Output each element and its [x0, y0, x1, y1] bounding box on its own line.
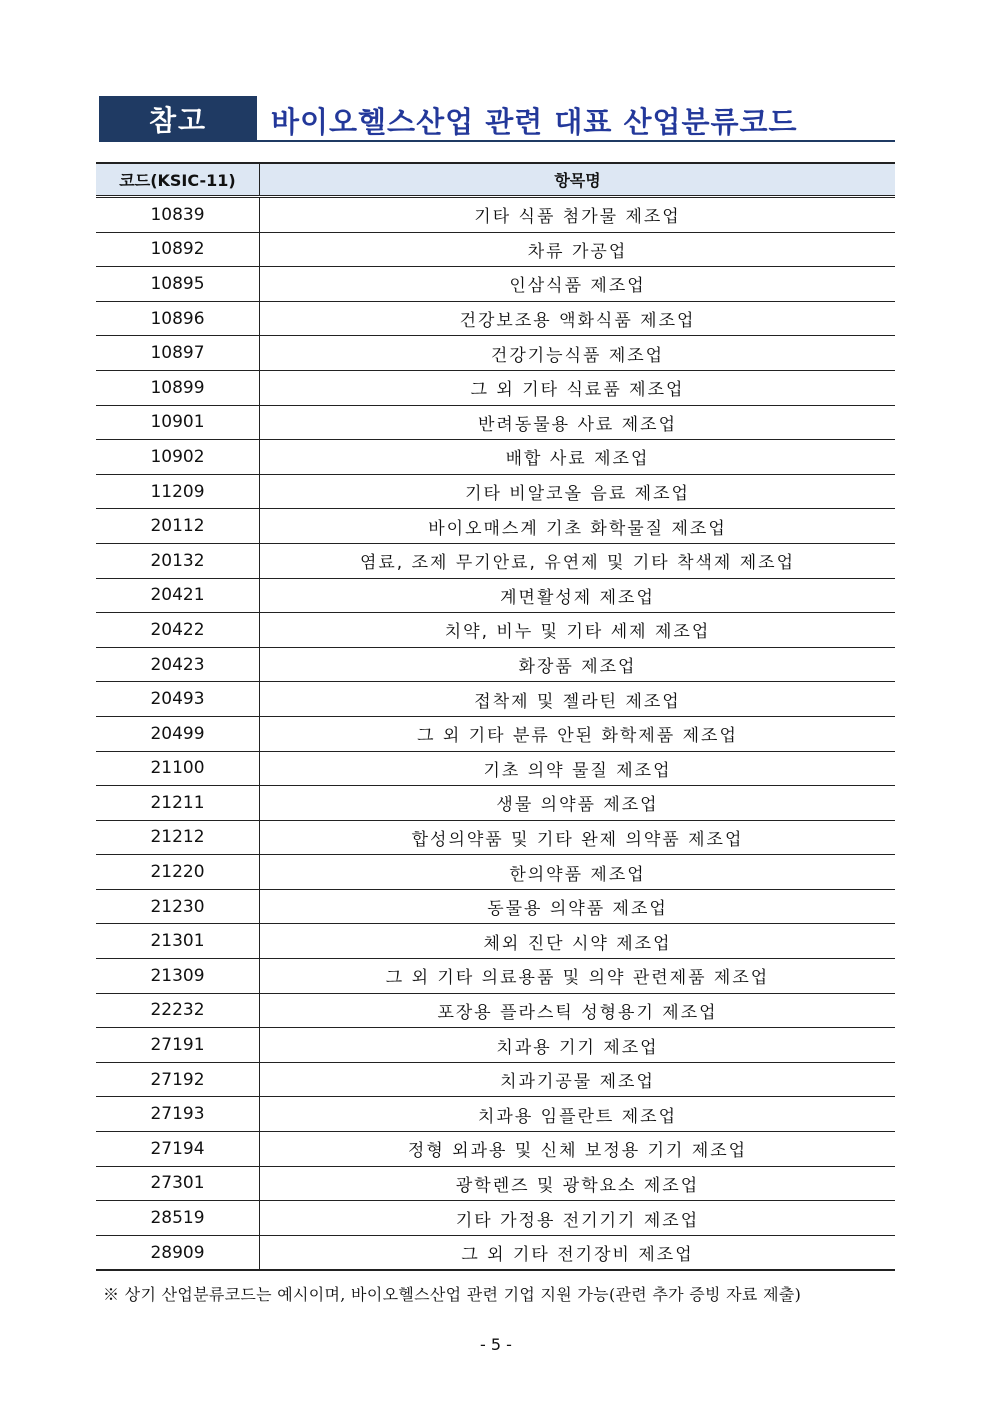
code-cell: 10897 [96, 336, 260, 371]
table-row [96, 405, 895, 440]
table-row [96, 820, 895, 855]
table-row [96, 1028, 895, 1063]
code-cell: 20422 [96, 613, 260, 648]
table-row [96, 716, 895, 751]
table-row [96, 474, 895, 509]
table-row [96, 855, 895, 890]
table-row [96, 889, 895, 924]
table-row [96, 613, 895, 648]
item-name-cell: 건강기능식품 제조업 [260, 336, 896, 371]
code-cell: 10839 [96, 197, 260, 233]
table-header-row [96, 163, 895, 197]
code-cell: 20423 [96, 647, 260, 682]
table-row [96, 440, 895, 475]
reference-badge: 참고 [99, 96, 257, 142]
table-row [96, 1097, 895, 1132]
code-cell: 10902 [96, 440, 260, 475]
code-cell: 21301 [96, 924, 260, 959]
code-cell: 28909 [96, 1235, 260, 1270]
table-row [96, 578, 895, 613]
code-cell: 27194 [96, 1132, 260, 1167]
code-cell: 10896 [96, 301, 260, 336]
item-name-cell: 배합 사료 제조업 [260, 440, 896, 475]
item-name-cell: 광학렌즈 및 광학요소 제조업 [260, 1166, 896, 1201]
item-name-cell: 그 외 기타 의료용품 및 의약 관련제품 제조업 [260, 959, 896, 994]
table-row [96, 336, 895, 371]
table-row [96, 1132, 895, 1167]
code-cell: 10899 [96, 370, 260, 405]
item-name-cell: 포장용 플라스틱 성형용기 제조업 [260, 993, 896, 1028]
table-row [96, 1201, 895, 1236]
item-name-cell: 인삼식품 제조업 [260, 267, 896, 302]
code-cell: 11209 [96, 474, 260, 509]
item-name-cell: 그 외 기타 분류 안된 화학제품 제조업 [260, 716, 896, 751]
item-name-cell: 정형 외과용 및 신체 보정용 기기 제조업 [260, 1132, 896, 1167]
code-cell: 20421 [96, 578, 260, 613]
table-row [96, 993, 895, 1028]
code-cell: 21212 [96, 820, 260, 855]
table-row [96, 959, 895, 994]
table-row [96, 301, 895, 336]
code-cell: 10901 [96, 405, 260, 440]
code-cell: 20112 [96, 509, 260, 544]
table-row [96, 647, 895, 682]
table-row [96, 1062, 895, 1097]
table-row [96, 543, 895, 578]
footnote: ※ 상기 산업분류코드는 예시이며, 바이오헬스산업 관련 기업 지원 가능(관련 추가 증빙 자료 제출) [103, 1285, 802, 1304]
code-cell: 21309 [96, 959, 260, 994]
code-cell: 27192 [96, 1062, 260, 1097]
table-row [96, 751, 895, 786]
item-name-cell: 생물 의약품 제조업 [260, 786, 896, 821]
code-cell: 21230 [96, 889, 260, 924]
item-name-cell: 기타 식품 첨가물 제조업 [260, 197, 896, 233]
code-cell: 21220 [96, 855, 260, 890]
table-row [96, 232, 895, 267]
item-name-cell: 건강보조용 액화식품 제조업 [260, 301, 896, 336]
code-cell: 20499 [96, 716, 260, 751]
section-header [99, 96, 895, 142]
item-name-cell: 한의약품 제조업 [260, 855, 896, 890]
table-row [96, 197, 895, 233]
item-name-cell: 화장품 제조업 [260, 647, 896, 682]
item-name-cell: 반려동물용 사료 제조업 [260, 405, 896, 440]
code-cell: 28519 [96, 1201, 260, 1236]
table-row [96, 924, 895, 959]
item-name-cell: 치과용 기기 제조업 [260, 1028, 896, 1063]
code-cell: 20493 [96, 682, 260, 717]
item-name-cell: 계면활성제 제조업 [260, 578, 896, 613]
item-name-cell: 동물용 의약품 제조업 [260, 889, 896, 924]
code-cell: 20132 [96, 543, 260, 578]
table-body [96, 197, 895, 1271]
title-underline [257, 140, 895, 142]
table-row [96, 267, 895, 302]
table-row [96, 370, 895, 405]
column-header-code: 코드(KSIC-11) [96, 163, 260, 197]
section-title: 바이오헬스산업 관련 대표 산업분류코드 [271, 105, 798, 139]
item-name-cell: 기타 비알코올 음료 제조업 [260, 474, 896, 509]
code-cell: 10892 [96, 232, 260, 267]
table-row [96, 786, 895, 821]
item-name-cell: 체외 진단 시약 제조업 [260, 924, 896, 959]
code-cell: 22232 [96, 993, 260, 1028]
industry-code-table [96, 162, 895, 1271]
code-cell: 27191 [96, 1028, 260, 1063]
item-name-cell: 합성의약품 및 기타 완제 의약품 제조업 [260, 820, 896, 855]
item-name-cell: 치약, 비누 및 기타 세제 제조업 [260, 613, 896, 648]
item-name-cell: 기타 가정용 전기기기 제조업 [260, 1201, 896, 1236]
item-name-cell: 치과용 임플란트 제조업 [260, 1097, 896, 1132]
item-name-cell: 그 외 기타 전기장비 제조업 [260, 1235, 896, 1270]
table-row [96, 509, 895, 544]
table-row [96, 682, 895, 717]
item-name-cell: 바이오매스계 기초 화학물질 제조업 [260, 509, 896, 544]
page-number: - 5 - [480, 1335, 512, 1354]
item-name-cell: 염료, 조제 무기안료, 유연제 및 기타 착색제 제조업 [260, 543, 896, 578]
item-name-cell: 기초 의약 물질 제조업 [260, 751, 896, 786]
code-cell: 27193 [96, 1097, 260, 1132]
column-header-name: 항목명 [260, 163, 896, 197]
code-cell: 27301 [96, 1166, 260, 1201]
item-name-cell: 치과기공물 제조업 [260, 1062, 896, 1097]
code-cell: 10895 [96, 267, 260, 302]
code-cell: 21211 [96, 786, 260, 821]
table-row [96, 1166, 895, 1201]
item-name-cell: 그 외 기타 식료품 제조업 [260, 370, 896, 405]
item-name-cell: 차류 가공업 [260, 232, 896, 267]
code-cell: 21100 [96, 751, 260, 786]
table-row [96, 1235, 895, 1270]
item-name-cell: 접착제 및 젤라틴 제조업 [260, 682, 896, 717]
